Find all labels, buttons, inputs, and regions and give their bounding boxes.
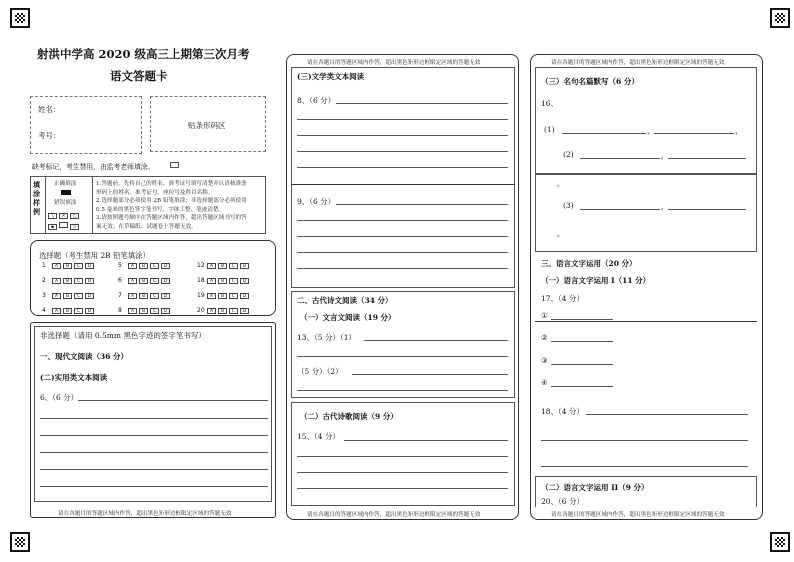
answer-line[interactable] <box>364 340 508 341</box>
answer-line[interactable] <box>668 209 746 210</box>
choice-question-number: 4 <box>42 307 46 314</box>
answer-line[interactable] <box>654 133 734 134</box>
q9-label: 9、（6 分） <box>297 197 336 206</box>
answer-line[interactable] <box>336 103 508 104</box>
choice-option-bubble[interactable]: C <box>229 308 238 314</box>
choice-question-row <box>42 262 96 269</box>
choice-option-bubble[interactable]: A <box>128 308 137 314</box>
choice-option-bubble[interactable]: D <box>85 308 94 314</box>
answer-line[interactable] <box>541 466 748 467</box>
exam-subtitle: 语文答题卡 <box>110 69 168 83</box>
note-line: 案无效；在草稿纸、试题卷上答题无效。 <box>96 223 197 230</box>
q13b-label: （5 分）（2） <box>297 367 343 376</box>
answer-line[interactable] <box>551 341 613 342</box>
nonchoice-title: 非选择题（请用 0.5mm 黑色字迹的签字笔书写） <box>40 331 206 340</box>
answer-line[interactable] <box>580 209 660 210</box>
choice-option-bubble[interactable]: A <box>128 263 137 269</box>
answer-line[interactable] <box>40 452 268 453</box>
q17-label: 17、（4 分） <box>541 294 584 303</box>
answer-line[interactable] <box>352 374 508 375</box>
choice-question-row <box>197 277 251 284</box>
answer-line[interactable] <box>297 167 508 168</box>
choice-option-bubble[interactable]: A <box>52 278 61 284</box>
middle-header-note: 请在各题目的答题区域内作答，超出黑色矩形边框限定区域的答题无效 <box>307 60 481 66</box>
right-header-note: 请在各题目的答题区域内作答，超出黑色矩形边框限定区域的答题无效 <box>551 60 725 66</box>
answer-line[interactable] <box>297 390 508 391</box>
comma: ， <box>661 202 669 211</box>
choice-question-number: 2 <box>42 277 46 284</box>
choice-option-bubble[interactable]: C <box>74 278 83 284</box>
choice-option-bubble[interactable]: A <box>207 278 216 284</box>
divider <box>535 321 757 322</box>
choice-question-row <box>42 292 96 299</box>
section-classical: 二、古代诗文阅读（34 分） <box>297 296 393 305</box>
correct-fill-sample <box>61 190 71 195</box>
choice-option-bubble[interactable]: A <box>128 293 137 299</box>
wrong-fill-samples-2 <box>48 222 81 230</box>
answer-line[interactable] <box>297 472 508 473</box>
answer-line[interactable] <box>551 386 613 387</box>
choice-title: 选择题（考生禁用 2B 铅笔填涂） <box>39 251 150 260</box>
section-literary-text: (三)文学类文本阅读 <box>297 72 365 81</box>
q8-label: 8、（6 分） <box>297 96 336 105</box>
choice-option-bubble[interactable]: B <box>139 263 148 269</box>
choice-question-row <box>197 292 251 299</box>
answer-line[interactable] <box>580 158 660 159</box>
note-line: 3.请按照题号顺序在答题区域内作答，超出答题区域书写的答 <box>96 215 247 222</box>
choice-option-bubble[interactable]: B <box>218 308 227 314</box>
name-label: 姓名： <box>38 105 61 114</box>
choice-question-number: 6 <box>118 277 122 284</box>
corner-code-top-right <box>770 8 790 28</box>
q17-item-marker: ③ <box>541 356 548 365</box>
q6-label: 6、（6 分） <box>40 393 79 402</box>
answer-line[interactable] <box>40 469 268 470</box>
section-modern-reading: 一、现代文阅读（36 分） <box>40 352 129 361</box>
choice-question-row <box>42 277 96 284</box>
note-line: 1.答题前，先将自己的姓名、准考证号填写清楚并认真核准条 <box>96 181 247 187</box>
q18-label: 18、（4 分） <box>541 407 584 416</box>
choice-option-bubble[interactable]: D <box>85 293 94 299</box>
choice-option-bubble[interactable]: B <box>218 293 227 299</box>
exam-title: 射洪中学高 2020 级高三上期第三次月考 <box>37 47 250 61</box>
absent-mark-box[interactable] <box>170 162 179 168</box>
answer-line[interactable] <box>40 435 268 436</box>
choice-option-bubble[interactable]: C <box>150 308 159 314</box>
choice-option-bubble[interactable]: C <box>229 263 238 269</box>
corner-code-top-left <box>10 8 30 28</box>
choice-option-bubble[interactable]: B <box>63 293 72 299</box>
section-poetry: （二）古代诗歌阅读（9 分） <box>300 412 398 421</box>
choice-option-bubble[interactable]: A <box>207 308 216 314</box>
q17-item-marker: ① <box>541 311 548 320</box>
corner-code-bottom-right <box>770 532 790 552</box>
note-line: 2.选择题部分必须使用 2B 铅笔填涂；非选择题部分必须使用 <box>96 198 247 205</box>
answer-line[interactable] <box>551 319 613 320</box>
choice-option-bubble[interactable]: B <box>63 308 72 314</box>
choice-option-bubble[interactable]: A <box>52 263 61 269</box>
choice-option-bubble[interactable]: B <box>218 263 227 269</box>
q17-item-marker: ④ <box>541 378 548 387</box>
corner-code-bottom-left <box>10 532 30 552</box>
choice-question-row <box>118 292 172 299</box>
q15-label: 15、（4 分） <box>297 432 340 441</box>
choice-question-row <box>118 307 172 314</box>
choice-question-number: 8 <box>118 307 122 314</box>
answer-line[interactable] <box>551 364 613 365</box>
choice-option-bubble[interactable]: D <box>85 263 94 269</box>
quotes-area-2 <box>535 174 757 252</box>
answer-line[interactable] <box>541 440 748 441</box>
q13-label: 13、（5 分）（1） <box>297 333 356 342</box>
q16-label: 16、 <box>541 99 559 108</box>
comma: ， <box>647 126 655 135</box>
choice-option-bubble[interactable]: C <box>74 293 83 299</box>
wrong-fill-samples <box>48 211 81 219</box>
q16-2-label: (2) <box>563 150 574 159</box>
section-practical-text: (二)实用类文本阅读 <box>40 373 108 382</box>
section-classical-prose: （一）文言文阅读（19 分） <box>300 313 396 322</box>
choice-option-bubble[interactable]: D <box>240 278 249 284</box>
choice-option-bubble[interactable]: A <box>128 278 137 284</box>
answer-line[interactable] <box>40 418 268 419</box>
q17-item-marker: ② <box>541 333 548 342</box>
choice-option-bubble[interactable]: C <box>150 278 159 284</box>
choice-option-bubble[interactable]: B <box>218 278 227 284</box>
choice-question-number: 1 <box>42 262 46 269</box>
wrong-sample-cross: ✕ <box>59 213 68 219</box>
choice-option-bubble[interactable]: C <box>150 293 159 299</box>
choice-question-row <box>118 262 172 269</box>
correct-fill-label: 正确填涂 <box>54 181 77 187</box>
choice-option-bubble[interactable]: D <box>161 293 170 299</box>
choice-question-row <box>42 307 96 314</box>
absent-note: 缺考标记，考生禁用，由监考老师填涂。 <box>32 163 155 171</box>
comma: ， <box>735 126 743 135</box>
choice-question-number: 12 <box>197 262 205 269</box>
note-line: 0.5 毫米的黑色签字笔书写，字体工整、笔迹清楚。 <box>96 206 225 213</box>
classical-prose-area <box>291 291 515 398</box>
answer-line[interactable] <box>562 133 646 134</box>
divider <box>291 184 515 185</box>
divider <box>45 176 46 234</box>
choice-option-bubble[interactable]: C <box>74 263 83 269</box>
fill-example-label: 填涂样例 <box>33 180 40 216</box>
answer-line[interactable] <box>586 414 748 415</box>
choice-option-bubble[interactable]: B <box>63 278 72 284</box>
choice-option-bubble[interactable]: D <box>240 308 249 314</box>
wrong-sample-circle: ○ <box>70 213 79 219</box>
choice-question-number: 20 <box>197 307 205 314</box>
choice-option-bubble[interactable]: C <box>150 263 159 269</box>
section-language-use-1: （一）语言文字运用 I（11 分） <box>541 276 651 285</box>
choice-option-bubble[interactable]: A <box>207 293 216 299</box>
wrong-sample-slash: ╲ <box>48 213 57 219</box>
barcode-area-label: 贴条形码区 <box>188 121 226 130</box>
period: 。 <box>557 179 565 188</box>
answer-line[interactable] <box>297 268 508 269</box>
answer-line[interactable] <box>297 119 508 120</box>
fill-instructions <box>96 180 247 232</box>
q16-3-label: (3) <box>563 201 574 210</box>
choice-option-bubble[interactable]: D <box>240 293 249 299</box>
exam-no-label: 考号： <box>38 131 61 140</box>
answer-line[interactable] <box>344 440 508 441</box>
choice-option-bubble[interactable]: B <box>139 308 148 314</box>
comma: ， <box>661 151 669 160</box>
note-line: 形码上的姓名、准考证号、座位号及科目名称。 <box>96 189 214 196</box>
left-footer-note: 请在各题目的答题区域内作答，超出黑色矩形边框限定区域的答题无效 <box>58 511 232 517</box>
choice-option-bubble[interactable]: B <box>139 278 148 284</box>
answer-line[interactable] <box>297 456 508 457</box>
choice-option-bubble[interactable]: D <box>240 263 249 269</box>
answer-line[interactable] <box>668 158 746 159</box>
choice-option-bubble[interactable]: B <box>63 263 72 269</box>
answer-line[interactable] <box>297 236 508 237</box>
answer-line[interactable] <box>336 204 508 205</box>
choice-question-number: 18 <box>197 277 205 284</box>
answer-line[interactable] <box>297 220 508 221</box>
divider <box>92 176 93 234</box>
choice-option-bubble[interactable]: C <box>229 293 238 299</box>
choice-question-row <box>197 307 251 314</box>
wrong-sample-empty <box>59 222 68 228</box>
choice-option-bubble[interactable]: D <box>161 308 170 314</box>
answer-line[interactable] <box>297 151 508 152</box>
wrong-sample-partial: ▪ <box>48 224 57 230</box>
right-footer-note: 请在各题目的答题区域内作答，超出黑色矩形边框限定区域的答题无效 <box>551 512 725 518</box>
choice-option-bubble[interactable]: C <box>229 278 238 284</box>
wrong-fill-label: 错误填涂 <box>54 200 77 206</box>
choice-question-number: 7 <box>118 292 122 299</box>
middle-footer-note: 请在各题目的答题区域内作答，超出黑色矩形边框限定区域的答题无效 <box>307 512 481 518</box>
wrong-sample-light: ▫ <box>70 224 79 230</box>
choice-question-row <box>118 277 172 284</box>
period: 。 <box>557 229 565 238</box>
choice-option-bubble[interactable]: C <box>74 308 83 314</box>
answer-line[interactable] <box>78 400 268 401</box>
answer-line[interactable] <box>297 135 508 136</box>
q16-1-label: (1) <box>544 125 555 134</box>
choice-option-bubble[interactable]: B <box>139 293 148 299</box>
choice-question-row <box>197 262 251 269</box>
choice-option-bubble[interactable]: A <box>52 308 61 314</box>
section-famous-quotes: （三）名句名篇默写（6 分） <box>541 77 639 86</box>
choice-option-bubble[interactable]: D <box>161 278 170 284</box>
choice-option-bubble[interactable]: A <box>207 263 216 269</box>
choice-question-number: 19 <box>197 292 205 299</box>
choice-option-bubble[interactable]: A <box>52 293 61 299</box>
section-language-use-2: （二）语言文字运用 II（9 分） <box>541 483 649 492</box>
section-language-use: 三、语言文字运用（20 分） <box>541 259 637 268</box>
choice-option-bubble[interactable]: D <box>161 263 170 269</box>
choice-option-bubble[interactable]: D <box>85 278 94 284</box>
choice-question-number: 5 <box>118 262 122 269</box>
answer-line[interactable] <box>40 486 268 487</box>
answer-line[interactable] <box>297 488 508 489</box>
answer-line[interactable] <box>297 252 508 253</box>
q20-label: 20、（6 分） <box>541 497 584 506</box>
choice-question-number: 3 <box>42 292 46 299</box>
answer-line[interactable] <box>297 356 508 357</box>
